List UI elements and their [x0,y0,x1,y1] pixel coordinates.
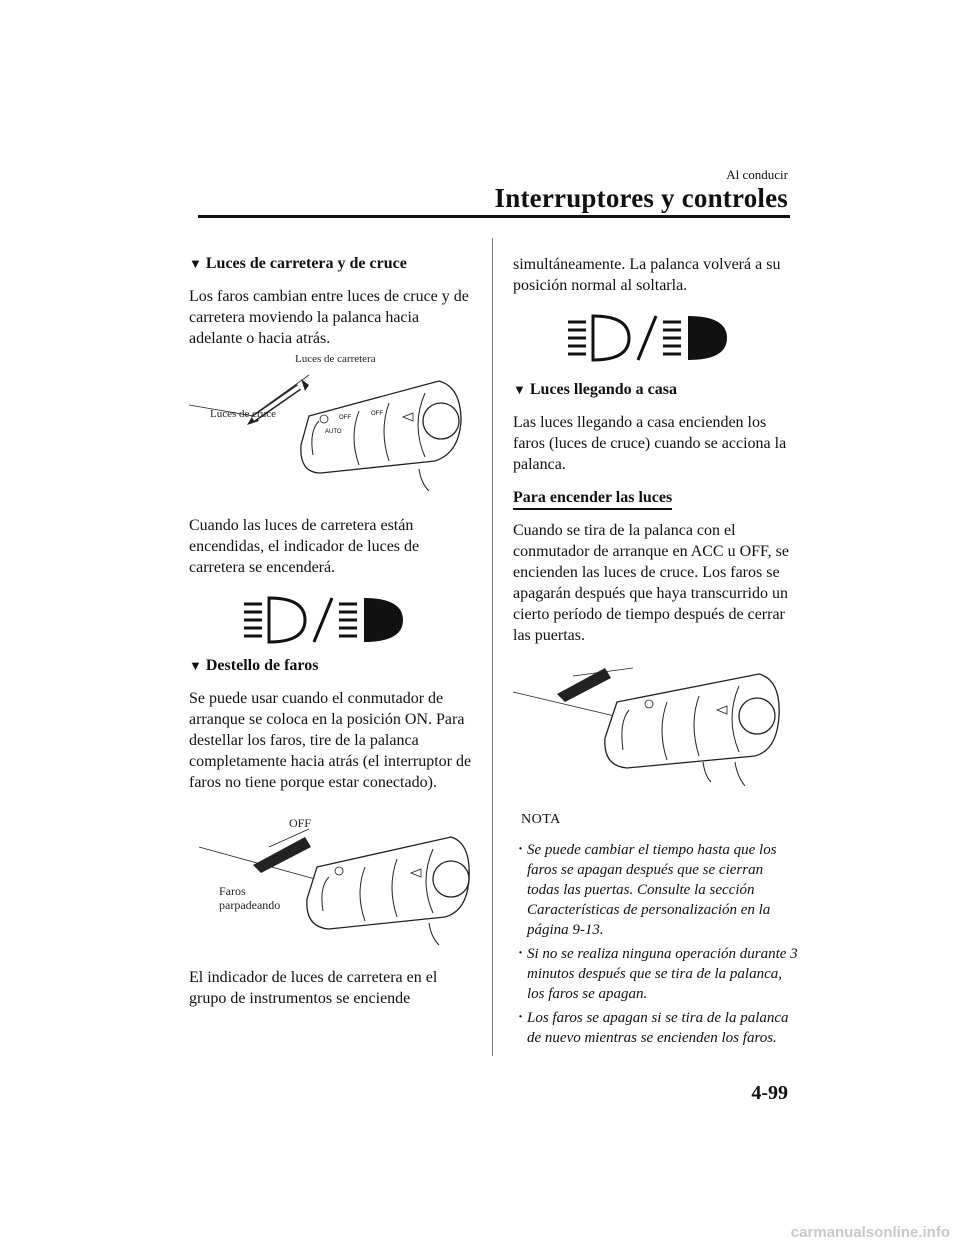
note-list [513,840,798,1048]
stalk-figure-coming-home [513,658,798,798]
stalk-figure-flash [189,807,474,947]
note-item: · Se puede cambiar el tiempo hasta que los faros se apagan después que se cierran todas las puertas. Consulte la sección Características de personalización en la página 9-13. [527,840,798,940]
paragraph: Los faros cambian entre luces de cruce y de carretera moviendo la palanca hacia adelante o hacia atrás. [189,288,469,347]
paragraph: Las luces llegando a casa encienden los faros (luces de cruce) cuando se acciona la palanca. [513,414,787,473]
stalk-illustration [513,658,798,798]
column-divider [492,238,493,1056]
high-beam-indicator-icon [513,308,798,364]
paragraph: El indicador de luces de carretera en el grupo de instrumentos se enciende [189,969,438,1007]
section-title-flash: ▼ Destello de faros [189,657,319,674]
page-number: 4-99 [751,1082,788,1104]
stalk-auto-label: AUTO [325,429,342,435]
note-title: NOTA [521,812,561,827]
right-column [513,254,798,1052]
chapter-label: Al conducir [726,167,788,182]
high-beam-indicator-figure [189,590,474,650]
paragraph: Cuando las luces de carretera están encendidas, el indicador de luces de carretera se encenderá. [189,517,420,576]
left-column [189,254,474,1021]
note-item: · Los faros se apagan si se tira de la palanca de nuevo mientras se encienden los faros. [527,1008,798,1048]
high-beam-indicator-figure [513,308,798,368]
label-off: OFF [289,816,312,830]
label-low-beam: Luces de cruce [210,408,276,420]
stalk-illustration [189,807,474,947]
subheading: Para encender las luces [513,489,672,510]
high-beam-indicator-icon [189,590,474,646]
triangle-icon: ▼ [189,658,202,673]
stalk-off2-label: OFF [371,411,383,417]
triangle-icon: ▼ [189,256,202,271]
stalk-illustration [189,361,474,501]
label-flash-1: Faros [219,884,246,898]
note-item: · Si no se realiza ninguna operación durante 3 minutos después que se tira de la palanca, los faros se apagan. [527,944,798,1004]
label-flash-2: parpadeando [219,898,281,912]
page-title: Interruptores y controles [494,183,788,213]
stalk-figure-high-low [189,353,474,501]
triangle-icon: ▼ [513,382,526,397]
header-rule [198,215,790,218]
section-title-high-low-beam: ▼ Luces de carretera y de cruce [189,255,407,272]
paragraph: Cuando se tira de la palanca con el conmutador de arranque en ACC u OFF, se encienden las luces de cruce. Los faros se apagarán después que haya transcurrido un cierto período de tiempo después de cerrar las puertas. [513,522,789,644]
stalk-off-label: OFF [339,415,351,421]
label-high-beam: Luces de carretera [295,353,376,365]
section-title-coming-home: ▼ Luces llegando a casa [513,381,677,398]
paragraph: simultáneamente. La palanca volverá a su posición normal al soltarla. [513,256,781,294]
footer-watermark: carmanualsonline.info [790,1224,950,1241]
paragraph: Se puede usar cuando el conmutador de arranque se coloca en la posición ON. Para destellar los faros, tire de la palanca completamente hacia atrás (el interruptor de faros no tiene porque estar conectado). [189,690,472,791]
